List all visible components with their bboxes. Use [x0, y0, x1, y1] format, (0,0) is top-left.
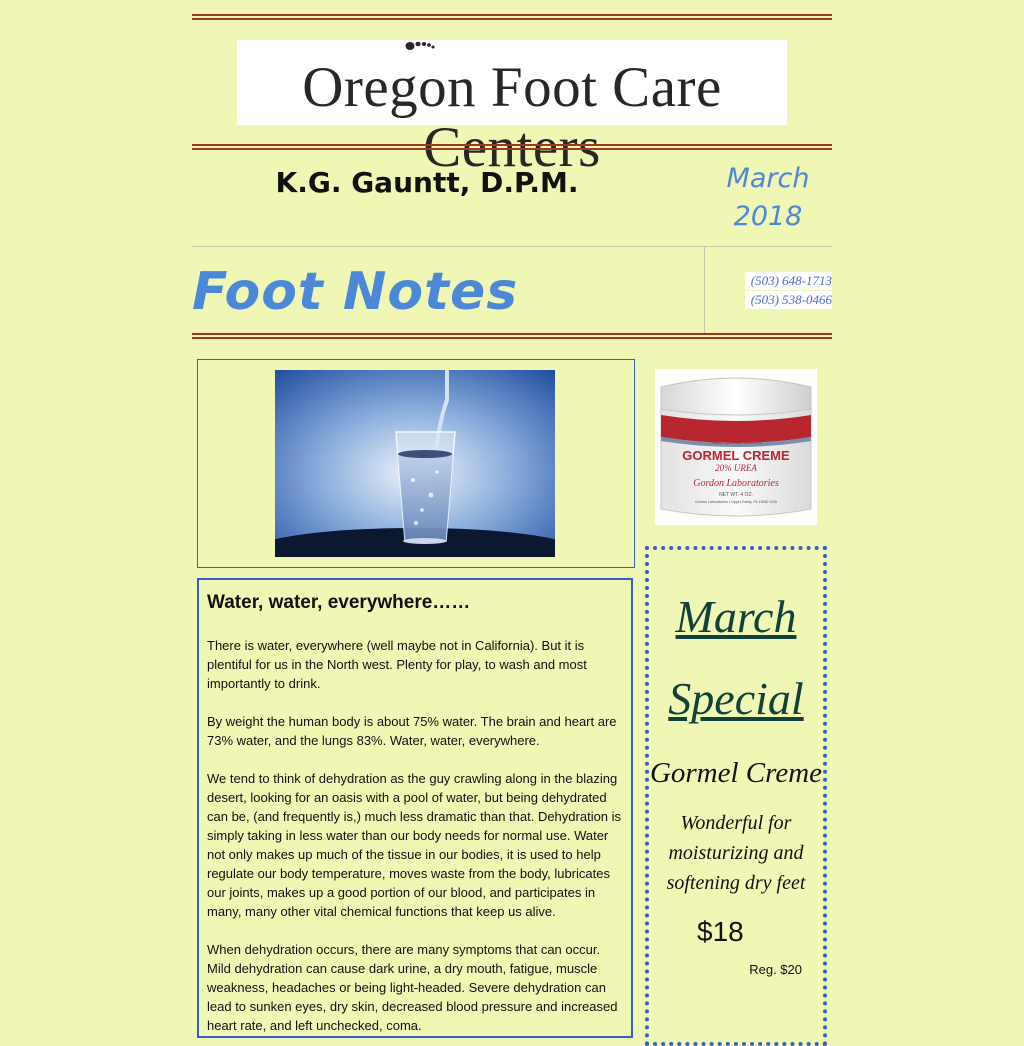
- article-paragraph: When dehydration occurs, there are many symptoms that can occur. Mild dehydration can cause dark urine, a dry mouth, fatigue, muscle weakness, headaches or being light-headed. Severe dehydration can lead to sunken eyes, dry skin, decreased blood pressure and increased heart rate, and left unchecked, coma.: [207, 942, 618, 1033]
- article-paragraph: There is water, everywhere (well maybe not in California). But it is plentiful for us in the North west. Plenty for play, to wash and most importantly to drink.: [207, 638, 587, 691]
- issue-date: [692, 160, 844, 236]
- article-paragraph: We tend to think of dehydration as the guy crawling along in the blazing desert, looking for an oasis with a pool of water, but being dehydrated can be, (and frequently is,) much less dramatic than that. Dehydration is simply taking in less water than our body needs for normal use. Water not only makes up much of the tissue in our bodies, it is used to help regulate our body temperature, moves waste from the body, lubricates our joints, makes up a good portion of our blood, and participates in many, many other vital chemical functions that keep us alive.: [207, 771, 622, 919]
- article-heading: Water, water, everywhere……: [207, 592, 471, 613]
- water-glass-photo: [275, 370, 555, 557]
- special-heading-special: Special: [668, 673, 804, 724]
- svg-text:NDC 10481-3001-5: NDC 10481-3001-5: [709, 440, 763, 446]
- water-article: [197, 578, 633, 1038]
- svg-text:Gordon Laboratories: Gordon Laboratories: [693, 478, 779, 489]
- march-special-box: [645, 546, 827, 1046]
- divider: [192, 246, 832, 247]
- svg-text:Gordon Laboratories • Upper Da: Gordon Laboratories • Upper Darby, PA 19082 USA: [694, 500, 778, 504]
- vertical-divider: [704, 246, 705, 334]
- special-description: Wonderful for moisturizing and softening dry feet: [666, 812, 806, 894]
- special-heading-month: March: [675, 591, 797, 642]
- svg-text:GORMEL CREME: GORMEL CREME: [682, 448, 790, 463]
- title-rule: [192, 333, 832, 339]
- svg-text:20% UREA: 20% UREA: [715, 463, 757, 473]
- gormel-creme-jar: [655, 369, 817, 525]
- header-rule: [192, 144, 832, 150]
- article-paragraph: By weight the human body is about 75% water. The brain and heart are 73% water, and the lungs 83%. Water, water, everywhere.: [207, 714, 617, 748]
- doctor-name: K.G. Gauntt, D.P.M.: [275, 166, 579, 199]
- special-price: $18: [697, 916, 744, 947]
- phone-1[interactable]: (503) 648-1713: [745, 272, 832, 290]
- phone-2[interactable]: (503) 538-0466: [745, 291, 832, 309]
- issue-month: March: [726, 163, 810, 194]
- special-regular-price: Reg. $20: [749, 962, 802, 977]
- newsletter-title: Foot Notes: [192, 262, 519, 322]
- newsletter: [192, 0, 832, 1033]
- top-rule: [192, 14, 832, 20]
- issue-year: 2018: [733, 201, 803, 232]
- logo: [237, 40, 787, 179]
- special-product-name: Gormel Creme: [649, 757, 823, 789]
- phone-numbers: [745, 272, 832, 310]
- svg-text:NET WT. 4 OZ.: NET WT. 4 OZ.: [719, 492, 753, 498]
- logo-text: Oregon Foot Care Centers: [302, 56, 722, 179]
